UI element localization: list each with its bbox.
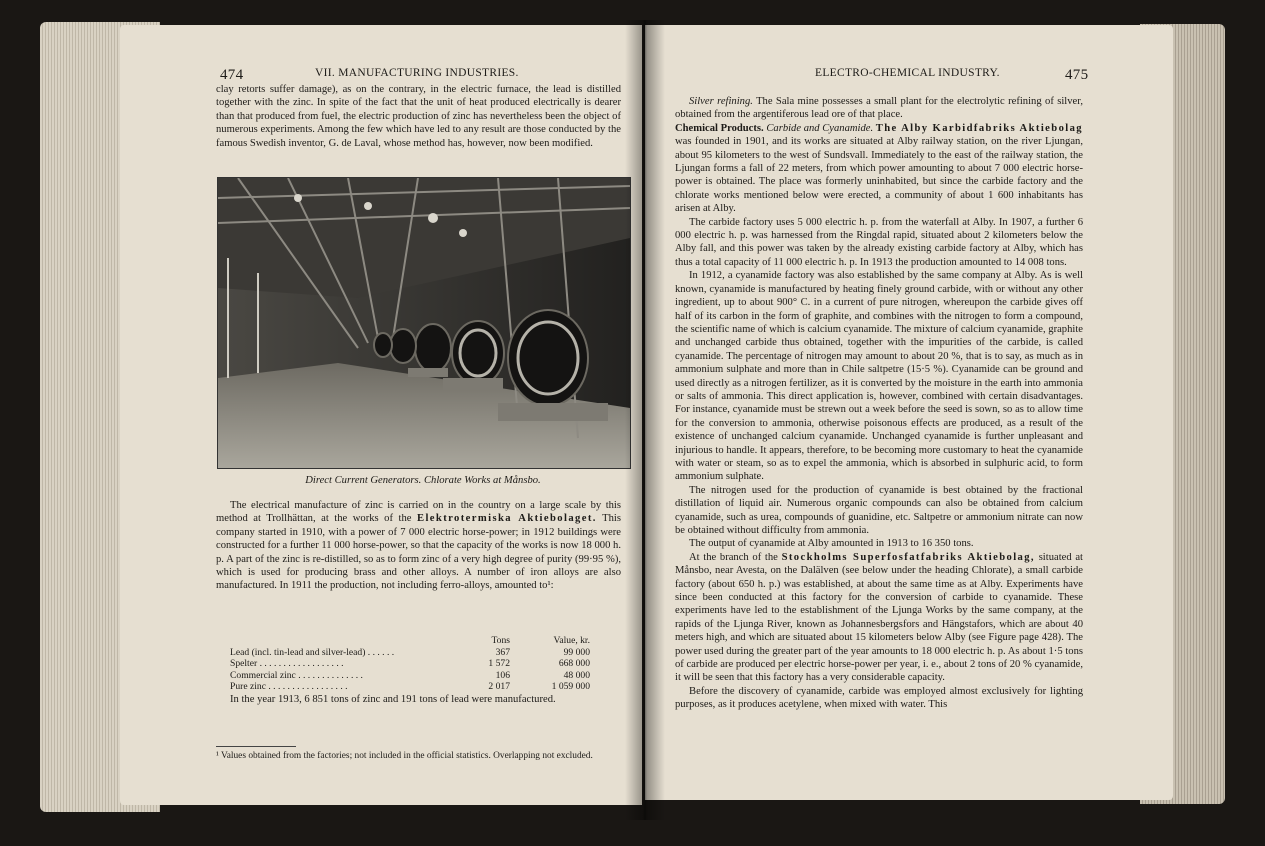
body-paragraph-3: In the year 1913, 6 851 tons of zinc and 191 tons of lead were manufactured. bbox=[230, 694, 556, 705]
left-page bbox=[120, 25, 642, 805]
table-header-row bbox=[230, 635, 590, 647]
column-header-tons: Tons bbox=[491, 635, 510, 646]
right-running-head: ELECTRO-CHEMICAL INDUSTRY. bbox=[815, 67, 1000, 79]
company-name: Elektrotermiska Aktiebolaget. bbox=[417, 513, 597, 525]
photo-caption: Direct Current Generators. Chlorate Works at Månsbo. bbox=[305, 475, 541, 486]
body-paragraph: In 1912, a cyanamide factory was also established by the same company at Alby. As is well known, cyanamide is manufactured by heating finely ground carbide, with or without any other ingredient, up to about 900° C. in a current of pure nitrogen, whereupon the carbide gives off half of its carbon in the form of graphite, and combines with the nitrogen to form a compound, the scientific name of which is calcium cyanamide. The mixture of calcium cyanamide, graphite and unchanged carbide thus obtained, together with the impurities of the carbide, is called cyanamide. The percentage of nitrogen may amount to about 20 %, that is to say, as much as in ammonium sulphate and more than in Chile saltpetre (15·5 %). Cyanamide can be ground and used directly as a nitrogen fertilizer, as it is converted by the moisture in the earth into ammonia or salts of ammonia. This direct application is, however, combined with certain disadvantages. For instance, cyanamide must be strewn out a week before the seed is sown, so as to allow time for the conversion to ammonia, otherwise poisonous effects are produced, as a result of the existence of unchanged calcium cyanamide. Unchanged cyanamide is further unpleasant and injurious to handle. It appears, therefore, to be becoming more customary to heat the cyanamide with water or steam, so as to expel the ammonia, which is absorbed in sulphuric acid, to form ammonium sulphate. bbox=[675, 270, 1083, 483]
left-running-head: VII. MANUFACTURING INDUSTRIES. bbox=[315, 67, 519, 79]
left-body bbox=[216, 499, 621, 593]
footnote: ¹ Values obtained from the factories; not included in the official statistics. Overlapping not excluded. bbox=[216, 751, 593, 761]
table-row: Spelter . . . . . . . . . . . . . . . . . . 1 572 668 000 bbox=[230, 658, 590, 670]
left-page-number: 474 bbox=[220, 67, 244, 83]
right-page bbox=[645, 25, 1173, 800]
company-name: Stockholms Superfosfatfabriks Aktiebolag, bbox=[781, 551, 1035, 563]
company-name: The Alby Karbidfabriks Aktiebolag bbox=[875, 122, 1083, 134]
body-paragraph-2: This company started in 1910, with a power of 7 000 electric horse-power; in 1912 buildings were constructed for a further 11 000 horse-power, so that the capacity of the works is now 18 000 h. p. A part of the zinc is re-distilled, so as to form zinc of a very high degree of purity (99·95 %), which is used for producing brass and other alloys. A number of iron alloys are also manufactured. In 1911 the production, not including ferro-alloys, amounted to¹: bbox=[216, 513, 621, 592]
production-table bbox=[230, 635, 590, 693]
right-page-number: 475 bbox=[1065, 67, 1089, 83]
table-row: Lead (incl. tin-lead and silver-lead) . . . . . . 367 99 000 bbox=[230, 646, 590, 658]
book-gutter bbox=[625, 20, 665, 820]
table-row: Commercial zinc . . . . . . . . . . . . . . 106 48 000 bbox=[230, 669, 590, 681]
footnote-rule bbox=[216, 746, 296, 747]
carbide-cyanamide-subheading: Carbide and Cyanamide. bbox=[766, 122, 874, 134]
body-paragraph: The nitrogen used for the production of cyanamide is best obtained by the fractional distillation of liquid air. Numerous organic compounds can also be obtained from calcium cyanamide, such as urea, compounds of guanidine, etc. Saltpetre or ammonium nitrate can now be obtained without difficulty from ammonia. bbox=[675, 484, 1083, 536]
body-paragraph: Before the discovery of cyanamide, carbide was employed almost exclusively for lighting purposes, as it produces acetylene, when mixed with water. This bbox=[675, 685, 1083, 711]
body-paragraph: The carbide factory uses 5 000 electric h. p. from the waterfall at Alby. In 1907, a further 6 000 electric h. p. was harnessed from the Ringdal rapid, situated about 2 kilometers below the Alby fall, and this power was taken by the already existing carbide factory at Alby, which has thus a total capacity of 11 000 electric h. p. In 1913 the production amounted to 14 008 tons. bbox=[675, 216, 1083, 268]
body-paragraph: The output of cyanamide at Alby amounted in 1913 to 16 350 tons. bbox=[689, 538, 974, 550]
chemical-products-heading: Chemical Products. bbox=[675, 122, 764, 134]
table-row: Pure zinc . . . . . . . . . . . . . . . . . 2 017 1 059 000 bbox=[230, 681, 590, 693]
right-body: Silver refining. The Sala mine possesses a small plant for the electrolytic refining of silver, obtained from the argentiferous lead ore of that place. Chemical Products. Carbide and Cyanamide. The Alby Karbidfabriks Aktiebolag was founded in 1901, and its works are situated at Alby railway station, on the river Ljungan, about 95 kilometers to the west of Sundsvall. Immediately to the east of the railway station, the Ljungan forms a fall of 22 meters, from which power amounting to about 7 000 electric horse-power is obtained. The place was formerly uninhabited, but since the carbide factory and the chlorate works mentioned below were erected, a community of about 1 600 inhabitants has arisen at Alby. The carbide factory uses 5 000 electric h. p. from the waterfall at Alby. In 1907, a further 6 000 electric h. p. was harnessed from the Ringdal rapid, situated about 2 kilometers below the Alby fall, and this power was taken by the already existing carbide factory at Alby, which has thus a total capacity of 11 000 electric h. p. In 1913 the production amounted to 14 008 tons. In 1912, a cyanamide factory was also established by the same company at Alby. As is well known, cyanamide is manufactured by heating finely ground carbide, with or without any other ingredient, up to about 900° C. in a current of pure nitrogen, whereupon the carbide gives off half of its carbon in the form of graphite, and combines with the nitrogen to form a compound, the scientific name of which is calcium cyanamide. The mixture of calcium cyanamide, graphite and unchanged carbide thus obtained, together with the impurities of the carbide, is called cyanamide. The percentage of nitrogen may amount to about 20 %, that is to say, as much as in ammonium sulphate and more than in Chile saltpetre (15·5 %). Cyanamide can be ground and used directly as a nitrogen fertilizer, as it is converted by the moisture in the earth into ammonia or salts of ammonia. This direct application is, however, combined with certain disadvantages. For instance, cyanamide must be strewn out a week before the seed is sown, so as to allow time for the conversion to ammonia, otherwise poisonous effects are produced, as a result of the existence of unchanged calcium cyanamide. Unchanged cyanamide is further unpleasant and injurious to handle. It appears, therefore, to be becoming more customary to heat the cyanamide with water or steam, so as to expel the ammonia, which is absorbed in sulphuric acid, to form ammonium sulphate. The nitrogen used for the production of cyanamide is best obtained by the fractional distillation of liquid air. Numerous organic compounds can also be obtained from calcium cyanamide, such as urea, compounds of guanidine, etc. Saltpetre or ammonium nitrate can now be obtained without difficulty from ammonia. The output of cyanamide at Alby amounted in 1913 to 16 350 tons. At the branch of the Stockholms Superfosfatfabriks Aktiebolag, situated at Månsbo, near Avesta, on the Dalälven (see below under the heading Chlorate), a small carbide factory (about 650 h. p.) was established, at about the same time as at Alby. Experiments have since been conducted at this factory for the conversion of carbide to cyanamide. These experiments have led to the establishment of the Ljunga Works by the same company, at the rapids of the Ljunga River, known as Johannesbergsfors and Hängstafors, which are about 40 meters high, and which are situated about 15 kilometers below Alby (see Figure page 428). The power used during the greater part of the year amounts to 18 000 electric h. p. As about 1·5 tons of carbide are produced per electric horse-power per year, i. e., about 2 tons of 20 % cyanamide, it will be seen that this factory has a very considerable capacity. Before the discovery of cyanamide, carbide was employed almost exclusively for lighting purposes, as it produces acetylene, when mixed with water. This bbox=[675, 96, 1083, 711]
intro-paragraph: clay retorts suffer damage), as on the contrary, in the electric furnace, the lead is distilled together with the zinc. In spite of the fact that the unit of heat produced electrically is dearer than that produced from fuel, the electric production of zinc has nevertheless been the object of numerous experiments. Among the few which have led to any result are those conducted by the famous Swedish inventor, G. de Laval, whose method has, however, now been modified. bbox=[216, 84, 621, 149]
generators-photo bbox=[217, 177, 631, 469]
silver-refining-heading: Silver refining. bbox=[689, 96, 753, 107]
column-header-value: Value, kr. bbox=[553, 635, 590, 646]
left-intro bbox=[216, 83, 621, 150]
generators-photo-illustration bbox=[218, 178, 630, 468]
left-closing bbox=[216, 693, 621, 706]
body-paragraph-1: The electrical manufacture of zinc is carried on in the country on a large scale by this method at Trollhättan, at the works of the bbox=[216, 500, 621, 525]
